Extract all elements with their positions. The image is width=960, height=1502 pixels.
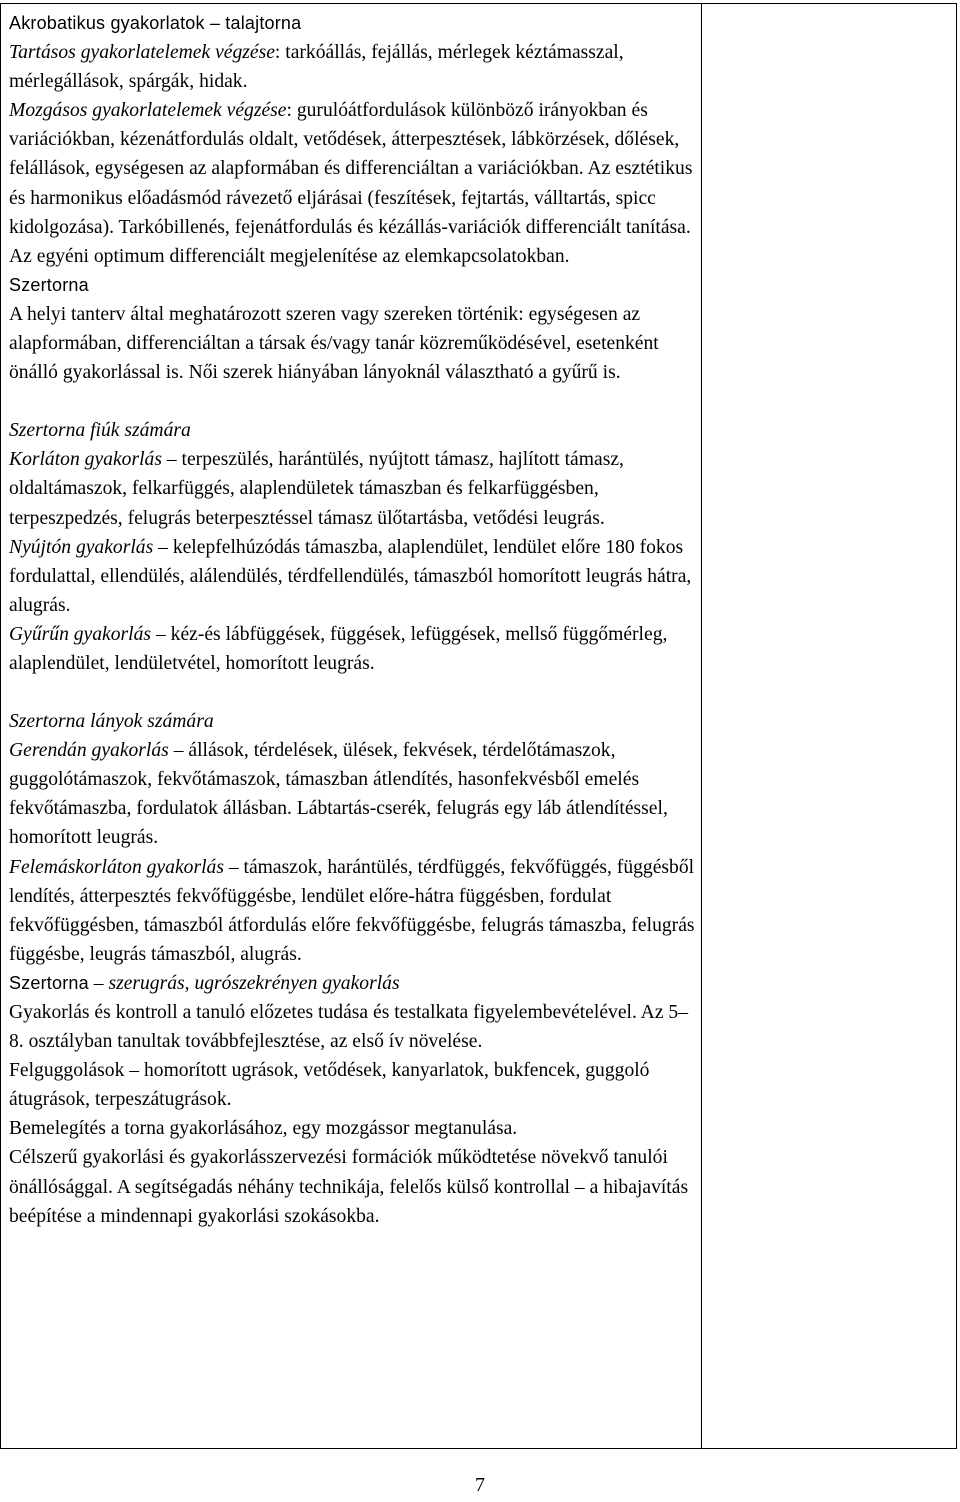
paragraph: [9, 242, 699, 271]
italic-text: Szertorna fiúk számára: [9, 420, 191, 442]
text-run: – támaszok, harántülés, térdfüggés, fekvőfüggés, függésből lendítés, átterpesztés fekvőfüggésbe, lendület előre-hátra függésben, fordulat fekvőfüggésben, támaszból átfordulás előre fekvőfüggésbe, felugrás támaszba, felugrás függésbe, leugrás támaszból, alugrás.: [9, 856, 695, 965]
paragraph: [9, 416, 699, 445]
section-label: Szertorna: [9, 274, 89, 295]
content-table: [0, 3, 957, 1449]
paragraph: [9, 620, 699, 678]
italic-text: Nyújtón gyakorlás: [9, 536, 154, 558]
text-run: Bemelegítés a torna gyakorlásához, egy mozgássor megtanulása.: [9, 1118, 518, 1140]
paragraph: [9, 445, 699, 532]
section-label: Szertorna: [9, 972, 89, 993]
italic-text: Gyűrűn gyakorlás: [9, 623, 152, 645]
text-run: Az egyéni optimum differenciált megjelenítése az elemkapcsolatokban.: [9, 245, 570, 267]
paragraph: [9, 969, 699, 998]
paragraph-gap: [9, 678, 699, 707]
italic-text: Felemáskorláton gyakorlás: [9, 856, 224, 878]
paragraph: [9, 533, 699, 620]
paragraph-gap: [9, 387, 699, 416]
italic-text: Korláton gyakorlás: [9, 449, 162, 471]
paragraph: [9, 1114, 699, 1143]
paragraph: [9, 9, 699, 38]
text-run: Gyakorlás és kontroll a tanuló előzetes tudása és testalkata figyelembevételével. Az 5–8. osztályban tanultak továbbfejlesztése, az első ív növelése.: [9, 1002, 689, 1053]
text-run: –: [88, 972, 109, 994]
text-run: Felguggolások – homorított ugrások, vetődések, kanyarlatok, bukfencek, guggoló átugrások, terpeszátugrások.: [9, 1060, 650, 1111]
paragraph: [9, 1143, 699, 1230]
text-run: – állások, térdelések, ülések, fekvések, térdelőtámaszok, guggolótámaszok, fekvőtámaszok, támaszban átlendítés, hasonfekvésből emelés fekvőtámaszba, fordulatok állásban. Lábtartás-cserék, felugrás egy láb átlendítéssel, homorított leugrás.: [9, 740, 668, 849]
paragraph: [9, 300, 699, 387]
column-divider: [701, 4, 702, 1448]
italic-text: Mozgásos gyakorlatelemek végzése: [9, 100, 287, 122]
text-run: – terpeszülés, harántülés, nyújtott támasz, hajlított támasz, oldaltámaszok, felkarfüggés, alaplendületek támaszban és felkarfüggésben, terpeszpedzés, felugrás beterpesztéssel támasz ülőtartásba, vetődési leugrás.: [9, 449, 624, 529]
paragraph: [9, 271, 699, 300]
text-run: : gurulóátfordulások különböző irányokban és variációkban, kézenátfordulás oldalt, vetődések, átterpesztések, lábkörzések, dőlések, felállások, egységesen az alapformában és differenciáltan a variációkban. Az esztétikus és harmonikus előadásmód rávezető eljárásai (feszítések, fejtartás, válltartás, spicc kidolgozása). Tarkóbillenés, fejenátfordulás és kézállás-variációk differenciált tanítása.: [9, 100, 693, 238]
left-column-text: [9, 9, 699, 1231]
paragraph: [9, 707, 699, 736]
text-run: Célszerű gyakorlási és gyakorlásszervezési formációk működtetése növekvő tanulói önállósággal. A segítségadás néhány technikája, felelős külső kontrollal – a hibajavítás beépítése a mindennapi gyakorlási szokásokba.: [9, 1147, 689, 1227]
text-run: – kelepfelhúzódás támaszba, alaplendület, lendület előre 180 fokos fordulattal, ellendülés, alálendülés, térdfellendülés, támaszból homorított leugrás hátra, alugrás.: [9, 536, 692, 616]
paragraph: [9, 853, 699, 969]
section-label: Akrobatikus gyakorlatok – talajtorna: [9, 13, 302, 33]
text-run: – kéz-és lábfüggések, függések, lefüggések, mellső függőmérleg, alaplendület, lendületvétel, homorított leugrás.: [9, 623, 668, 674]
paragraph: [9, 96, 699, 241]
italic-text: szerugrás, ugrószekrényen gyakorlás: [108, 972, 400, 994]
page-number: 7: [475, 1474, 485, 1496]
text-run: : tarkóállás, fejállás, mérlegek kéztámasszal, mérlegállások, spárgák, hidak.: [9, 42, 624, 93]
italic-text: Gerendán gyakorlás: [9, 740, 169, 762]
paragraph: [9, 38, 699, 96]
paragraph: [9, 1056, 699, 1114]
italic-text: Tartásos gyakorlatelemek végzése: [9, 42, 275, 64]
paragraph: [9, 998, 699, 1056]
italic-text: Szertorna lányok számára: [9, 711, 214, 733]
text-run: A helyi tanterv által meghatározott szeren vagy szereken történik: egységesen az alapformában, differenciáltan a társak és/vagy tanár közreműködésével, esetenként önálló gyakorlással is. Női szerek hiányában lányoknál választható a gyűrű is.: [9, 303, 659, 384]
paragraph: [9, 736, 699, 852]
